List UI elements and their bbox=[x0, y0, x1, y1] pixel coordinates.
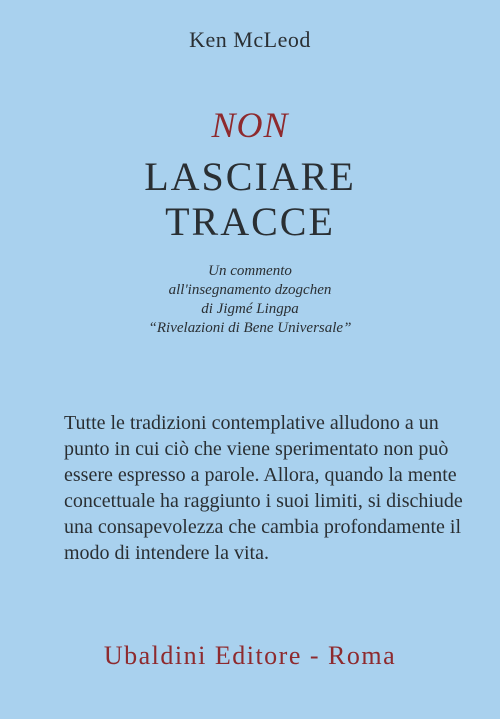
author-name: Ken McLeod bbox=[189, 27, 311, 52]
subtitle-line: di Jigmé Lingpa bbox=[201, 301, 299, 317]
blurb-line: essere espresso a parole. Allora, quando la mente bbox=[64, 464, 457, 486]
subtitle-line: Un commento bbox=[208, 263, 292, 279]
blurb-line: modo di intendere la vita. bbox=[64, 542, 269, 564]
subtitle-line: “Rivelazioni di Bene Universale” bbox=[148, 320, 352, 336]
blurb-line: una consapevolezza che cambia profondamente il bbox=[64, 516, 462, 538]
blurb-line: punto in cui ciò che viene sperimentato non può bbox=[64, 438, 449, 460]
title-line-1: LASCIARE bbox=[144, 154, 356, 199]
subtitle-line: all'insegnamento dzogchen bbox=[168, 282, 332, 298]
title-word-non: NON bbox=[211, 105, 289, 145]
blurb-paragraph bbox=[64, 410, 463, 566]
title-line-2: TRACCE bbox=[165, 199, 335, 244]
blurb-line: Tutte le tradizioni contemplative alludono a un bbox=[64, 412, 439, 434]
blurb-line: concettuale ha raggiunto i suoi limiti, si dischiude bbox=[64, 490, 463, 512]
publisher-imprint: Ubaldini Editore - Roma bbox=[103, 641, 397, 670]
subtitle-block bbox=[0, 262, 500, 338]
